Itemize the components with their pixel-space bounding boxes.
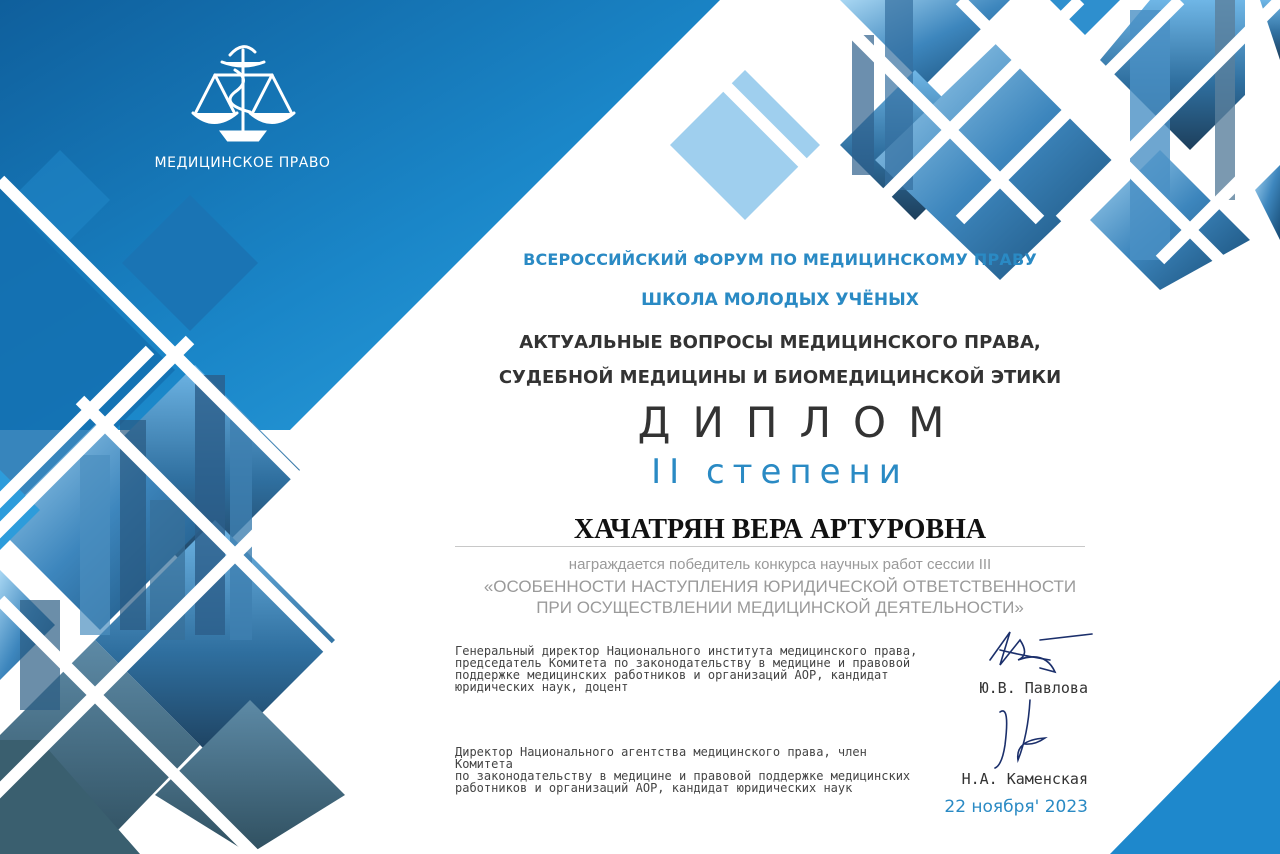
role-line: работников и организаций АОР, кандидат юридических наук [455, 781, 853, 795]
signature-pavlova [990, 632, 1092, 672]
diploma-title: ДИПЛОМ [637, 398, 967, 447]
name-divider [455, 546, 1085, 547]
award-line-1: награждается победитель конкурса научных работ сессии III [568, 556, 992, 573]
award-line-3: ПРИ ОСУЩЕСТВЛЕНИИ МЕДИЦИНСКОЙ ДЕЯТЕЛЬНОСТИ» [536, 598, 1024, 617]
forum-title: ВСЕРОССИЙСКИЙ ФОРУМ ПО МЕДИЦИНСКОМУ ПРАВУ [523, 250, 1037, 269]
signatory-2-name: Н.А. Каменская [961, 770, 1088, 788]
city-diamond-top-2 [670, 70, 820, 220]
role-line: поддержке медицинских работников и организаций АОР, кандидат [455, 668, 889, 682]
issue-date: 22 ноября' 2023 [944, 797, 1088, 817]
diploma-degree: II степени [651, 452, 909, 492]
role-line: Директор Национального агентства медицинского права, член Комитета [455, 745, 867, 771]
role-line: по законодательству в медицине и правовой поддержке медицинских [455, 769, 911, 783]
signatory-1-role [455, 645, 920, 693]
topic-line-2: СУДЕБНОЙ МЕДИЦИНЫ И БИОМЕДИЦИНСКОЙ ЭТИКИ [498, 367, 1062, 388]
signatory-2-role [455, 746, 920, 794]
logo-label: МЕДИЦИНСКОЕ ПРАВО [154, 155, 331, 171]
blue-bottom-right [1110, 680, 1280, 854]
role-line: председатель Комитета по законодательству в медицине и правовой [455, 656, 911, 670]
award-line-2: «ОСОБЕННОСТИ НАСТУПЛЕНИЯ ЮРИДИЧЕСКОЙ ОТВЕТСТВЕННОСТИ [483, 577, 1077, 596]
role-line: Генеральный директор Национального института медицинского права, [455, 644, 918, 658]
role-line: юридических наук, доцент [455, 680, 629, 694]
signature-kamenskaya [995, 700, 1045, 768]
signatory-1-name: Ю.В. Павлова [979, 679, 1088, 697]
school-title: ШКОЛА МОЛОДЫХ УЧЁНЫХ [641, 290, 919, 310]
recipient-name: ХАЧАТРЯН ВЕРА АРТУРОВНА [573, 514, 987, 545]
topic-line-1: АКТУАЛЬНЫЕ ВОПРОСЫ МЕДИЦИНСКОГО ПРАВА, [519, 332, 1041, 353]
city-diamond-top-8 [1255, 165, 1280, 240]
